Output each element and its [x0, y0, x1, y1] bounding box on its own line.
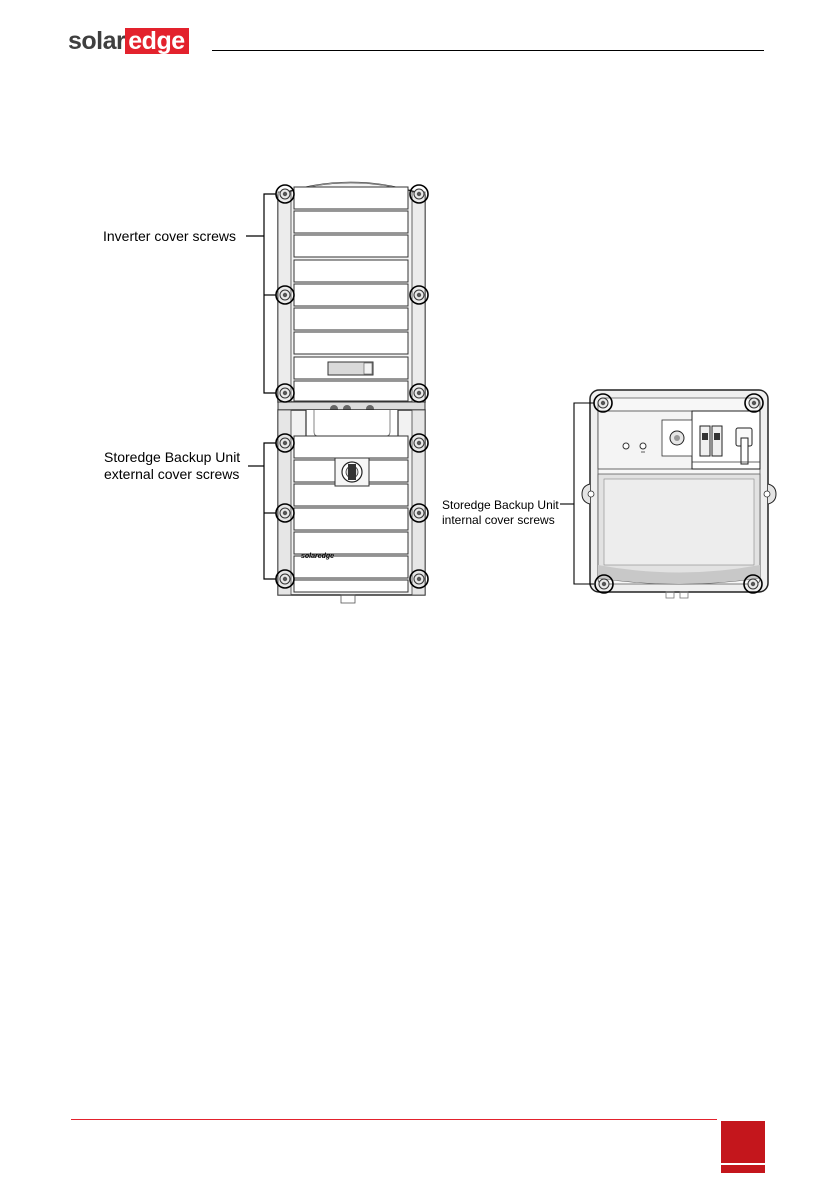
internal-callout-label-line1: Storedge Backup Unit	[442, 498, 559, 512]
internal-callout-label-line2: internal cover screws	[442, 513, 555, 527]
breaker-icon	[700, 426, 710, 456]
inverter-illustration	[278, 183, 425, 414]
footer-page-bar	[721, 1165, 765, 1173]
external-callout-bracket	[248, 443, 276, 579]
unit-logo-text: solaredge	[301, 553, 335, 560]
external-callout-label-line1: Storedge Backup Unit	[104, 449, 241, 465]
breaker-icon	[712, 426, 722, 456]
backup-unit-internal	[582, 390, 776, 598]
inverter-callout-bracket	[246, 194, 276, 393]
footer-page-tab	[721, 1121, 765, 1163]
logo-solar-text: solar	[68, 27, 126, 55]
logo-edge-text: edge	[125, 28, 188, 54]
inverter-callout-label: Inverter cover screws	[103, 228, 237, 244]
external-callout-label-line2: external cover screws	[104, 466, 240, 482]
footer-divider	[71, 1119, 717, 1120]
backup-unit-external	[278, 410, 425, 603]
